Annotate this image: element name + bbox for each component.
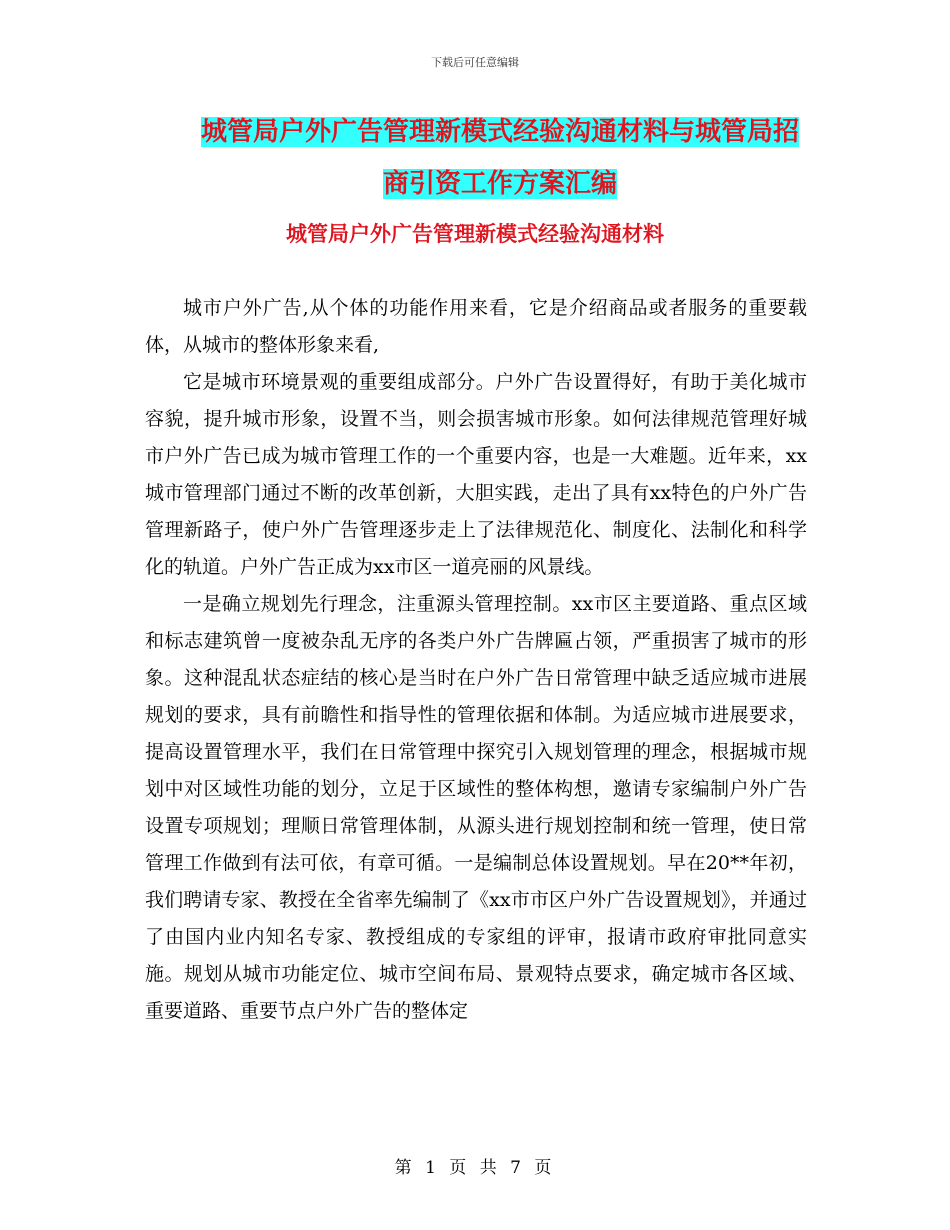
- body-paragraph-1: 城市户外广告,从个体的功能作用来看，它是介绍商品或者服务的重要载体，从城市的整体形象来看,: [145, 297, 807, 356]
- document-body: [145, 290, 807, 1030]
- header-note: 下载后可任意编辑: [431, 56, 519, 69]
- body-paragraph-3: 一是确立规划先行理念，注重源头管理控制。xx市区主要道路、重点区域和标志建筑曾一度被杂乱无序的各类户外广告牌匾占领，严重损害了城市的形象。这种混乱状态症结的核心是当时在户外广告日常管理中缺乏适应城市进展规划的要求，具有前瞻性和指导性的管理依据和体制。为适应城市进展要求，提高设置管理水平，我们在日常管理中探究引入规划管理的理念，根据城市规划中对区域性功能的划分，立足于区域性的整体构想，邀请专家编制户外广告设置专项规划；理顺日常管理体制，从源头进行规划控制和统一管理，使日常管理工作做到有法可依，有章可循。一是编制总体设置规划。早在20**年初，我们聘请专家、教授在全省率先编制了《xx市市区户外广告设置规划》，并通过了由国内业内知名专家、教授组成的专家组的评审，报请市政府审批同意实施。规划从城市功能定位、城市空间布局、景观特点要求，确定城市各区域、重要道路、重要节点户外广告的整体定: [145, 593, 807, 1022]
- section-title: 城管局户外广告管理新模式经验沟通材料: [286, 222, 664, 246]
- page-number: 第 1 页 共 7 页: [394, 1158, 556, 1178]
- document-title-line-2: 商引资工作方案汇编: [382, 169, 617, 199]
- document-title-line-1: 城管局户外广告管理新模式经验沟通材料与城管局招: [200, 117, 799, 147]
- document-title: [150, 106, 850, 210]
- body-paragraph-2: 它是城市环境景观的重要组成部分。户外广告设置得好，有助于美化城市容貌，提升城市形象，设置不当，则会损害城市形象。如何法律规范管理好城市户外广告已成为城市管理工作的一个重要内容，也是一大难题。近年来，xx城市管理部门通过不断的改革创新，大胆实践，走出了具有xx特色的户外广告管理新路子，使户外广告管理逐步走上了法律规范化、制度化、法制化和科学化的轨道。户外广告正成为xx市区一道亮丽的风景线。: [145, 371, 807, 578]
